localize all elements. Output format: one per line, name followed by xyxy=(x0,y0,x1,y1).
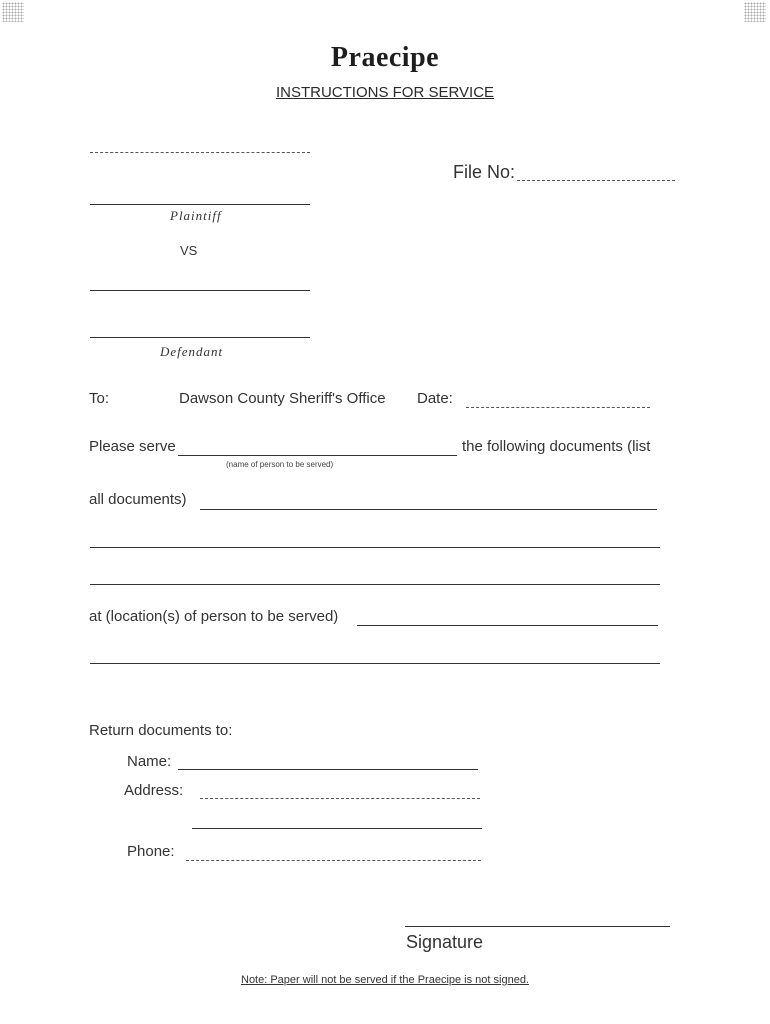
scan-artifact-left xyxy=(2,2,24,22)
return-address-field-line-1[interactable] xyxy=(200,798,480,799)
vs-label: VS xyxy=(180,243,198,258)
following-documents-label: the following documents (list xyxy=(462,438,651,455)
location-label: at (location(s) of person to be served) xyxy=(89,608,339,625)
file-no-label: File No: xyxy=(453,162,516,182)
documents-field-line-3[interactable] xyxy=(90,584,660,585)
return-documents-heading: Return documents to: xyxy=(89,722,233,739)
plaintiff-label: Plaintiff xyxy=(170,208,222,223)
file-no-field[interactable] xyxy=(517,180,675,181)
person-name-hint: (name of person to be served) xyxy=(226,460,334,469)
return-address-label: Address: xyxy=(124,782,184,799)
return-name-label: Name: xyxy=(127,753,172,770)
footer-note: Note: Paper will not be served if the Praecipe is not signed. xyxy=(241,974,529,986)
all-documents-label: all documents) xyxy=(89,491,187,508)
location-field-line-1[interactable] xyxy=(357,625,658,626)
signature-field[interactable] xyxy=(405,926,670,927)
documents-field-line-2[interactable] xyxy=(90,547,660,548)
documents-field-line-1[interactable] xyxy=(200,509,657,510)
page-title: Praecipe xyxy=(330,42,440,73)
person-to-serve-field[interactable] xyxy=(178,455,457,456)
return-phone-field[interactable] xyxy=(186,860,481,861)
defendant-field-line-2[interactable] xyxy=(90,337,310,338)
sheriff-office: Dawson County Sheriff's Office xyxy=(179,390,386,407)
plaintiff-field[interactable] xyxy=(90,204,310,205)
date-label: Date: xyxy=(417,390,453,407)
to-label: To: xyxy=(89,390,110,407)
return-phone-label: Phone: xyxy=(127,843,175,860)
scan-artifact-right xyxy=(744,2,766,22)
defendant-field-line-1[interactable] xyxy=(90,290,310,291)
defendant-label: Defendant xyxy=(160,344,224,359)
date-field[interactable] xyxy=(466,407,650,408)
signature-label: Signature xyxy=(406,932,484,952)
return-name-field[interactable] xyxy=(178,769,478,770)
location-field-line-2[interactable] xyxy=(90,663,660,664)
please-serve-label: Please serve xyxy=(89,438,176,455)
page-subtitle: INSTRUCTIONS FOR SERVICE xyxy=(275,84,495,101)
return-address-field-line-2[interactable] xyxy=(192,828,482,829)
case-caption-top-line[interactable] xyxy=(90,152,310,153)
